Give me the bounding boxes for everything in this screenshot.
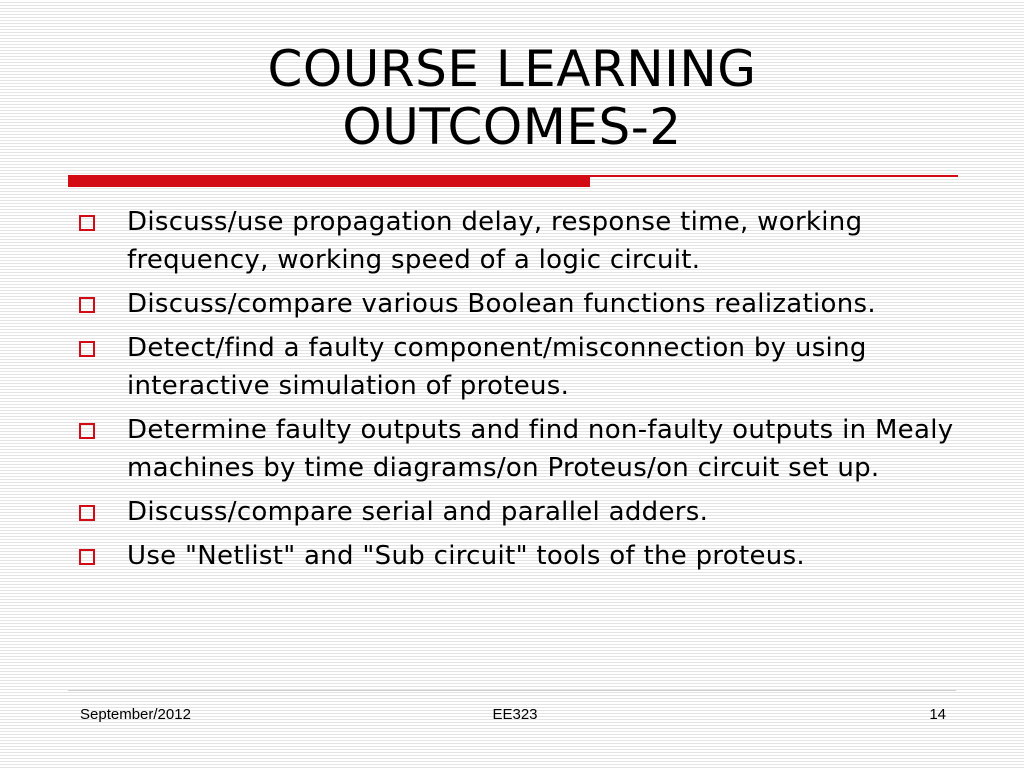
footer-course-code: EE323 [492,706,538,723]
list-item [75,203,955,279]
title-underline-thick [68,175,590,187]
bullet-text: Discuss/use propagation delay, response time, working frequency, working speed of a logic circuit. [127,207,863,275]
square-bullet-icon [79,297,95,313]
square-bullet-icon [79,215,95,231]
bullet-text: Determine faulty outputs and find non-faulty outputs in Mealy machines by time diagrams/on Proteus/on circuit set up. [127,415,954,483]
slide-title-line-2: OUTCOMES-2 [342,98,682,156]
bullet-text: Use "Netlist" and "Sub circuit" tools of the proteus. [127,541,805,571]
square-bullet-icon [79,549,95,565]
square-bullet-icon [79,341,95,357]
bullet-text: Detect/find a faulty component/misconnection by using interactive simulation of proteus. [127,333,867,401]
bullet-text: Discuss/compare serial and parallel adders. [127,497,709,527]
learning-outcomes-list [75,203,955,581]
square-bullet-icon [79,423,95,439]
footer-date: September/2012 [80,706,191,723]
bullet-text: Discuss/compare various Boolean functions realizations. [127,289,876,319]
footer-divider [68,690,956,691]
slide-title-line-1: COURSE LEARNING [267,40,757,98]
list-item [75,493,955,531]
slide-title [68,40,956,156]
title-underline-thin [590,175,958,177]
square-bullet-icon [79,505,95,521]
list-item [75,285,955,323]
list-item [75,537,955,575]
list-item [75,411,955,487]
page-number: 14 [929,706,946,723]
list-item [75,329,955,405]
